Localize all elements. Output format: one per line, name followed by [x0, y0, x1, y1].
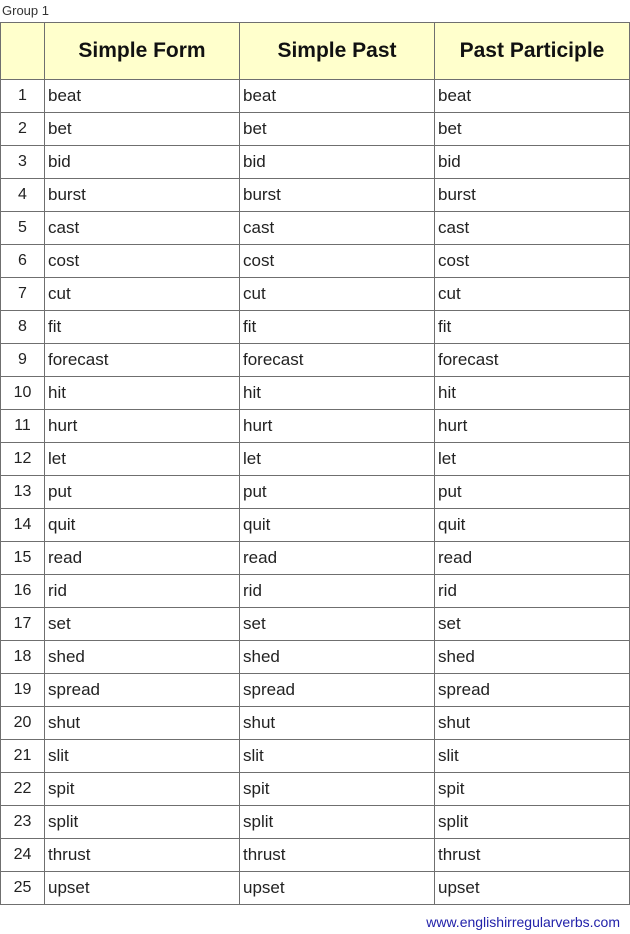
simple-form-cell: set	[45, 608, 240, 641]
row-number: 20	[1, 707, 45, 740]
simple-form-cell: bet	[45, 113, 240, 146]
simple-past-cell: fit	[240, 311, 435, 344]
simple-past-cell: upset	[240, 872, 435, 905]
row-number: 12	[1, 443, 45, 476]
simple-form-cell: burst	[45, 179, 240, 212]
past-participle-cell: read	[435, 542, 630, 575]
simple-form-cell: upset	[45, 872, 240, 905]
table-row	[1, 146, 630, 179]
simple-past-cell: split	[240, 806, 435, 839]
row-number: 8	[1, 311, 45, 344]
simple-past-cell: shut	[240, 707, 435, 740]
irregular-verbs-table	[0, 22, 630, 905]
past-participle-cell: thrust	[435, 839, 630, 872]
simple-past-cell: spit	[240, 773, 435, 806]
simple-form-cell: slit	[45, 740, 240, 773]
simple-past-cell: rid	[240, 575, 435, 608]
simple-past-cell: shed	[240, 641, 435, 674]
past-participle-cell: fit	[435, 311, 630, 344]
simple-past-cell: thrust	[240, 839, 435, 872]
table-row	[1, 80, 630, 113]
header-row	[1, 23, 630, 80]
past-participle-cell: bid	[435, 146, 630, 179]
simple-form-cell: hurt	[45, 410, 240, 443]
row-number: 23	[1, 806, 45, 839]
simple-past-cell: burst	[240, 179, 435, 212]
past-participle-cell: spread	[435, 674, 630, 707]
simple-past-cell: read	[240, 542, 435, 575]
simple-form-cell: let	[45, 443, 240, 476]
simple-past-cell: cut	[240, 278, 435, 311]
past-participle-cell: cost	[435, 245, 630, 278]
simple-past-cell: forecast	[240, 344, 435, 377]
row-number: 5	[1, 212, 45, 245]
table-row	[1, 344, 630, 377]
past-participle-cell: shut	[435, 707, 630, 740]
simple-past-cell: slit	[240, 740, 435, 773]
simple-form-cell: thrust	[45, 839, 240, 872]
simple-past-cell: hurt	[240, 410, 435, 443]
simple-form-cell: spread	[45, 674, 240, 707]
row-number: 24	[1, 839, 45, 872]
row-number: 2	[1, 113, 45, 146]
table-row	[1, 278, 630, 311]
header-simple-form: Simple Form	[45, 23, 240, 80]
table-row	[1, 740, 630, 773]
row-number: 10	[1, 377, 45, 410]
simple-form-cell: put	[45, 476, 240, 509]
table-row	[1, 410, 630, 443]
simple-form-cell: split	[45, 806, 240, 839]
group-label: Group 1	[2, 3, 49, 18]
header-number	[1, 23, 45, 80]
past-participle-cell: split	[435, 806, 630, 839]
row-number: 19	[1, 674, 45, 707]
row-number: 9	[1, 344, 45, 377]
past-participle-cell: cut	[435, 278, 630, 311]
table-row	[1, 509, 630, 542]
past-participle-cell: upset	[435, 872, 630, 905]
row-number: 15	[1, 542, 45, 575]
past-participle-cell: beat	[435, 80, 630, 113]
past-participle-cell: set	[435, 608, 630, 641]
table-row	[1, 608, 630, 641]
simple-form-cell: cost	[45, 245, 240, 278]
simple-form-cell: cast	[45, 212, 240, 245]
table-row	[1, 641, 630, 674]
row-number: 16	[1, 575, 45, 608]
table-row	[1, 872, 630, 905]
table-row	[1, 311, 630, 344]
past-participle-cell: hit	[435, 377, 630, 410]
table-row	[1, 542, 630, 575]
row-number: 25	[1, 872, 45, 905]
row-number: 3	[1, 146, 45, 179]
simple-past-cell: bid	[240, 146, 435, 179]
simple-form-cell: shut	[45, 707, 240, 740]
past-participle-cell: burst	[435, 179, 630, 212]
table-row	[1, 773, 630, 806]
row-number: 13	[1, 476, 45, 509]
row-number: 11	[1, 410, 45, 443]
simple-form-cell: hit	[45, 377, 240, 410]
simple-form-cell: read	[45, 542, 240, 575]
simple-past-cell: quit	[240, 509, 435, 542]
simple-form-cell: forecast	[45, 344, 240, 377]
simple-form-cell: beat	[45, 80, 240, 113]
table-row	[1, 575, 630, 608]
table-row	[1, 707, 630, 740]
table-row	[1, 113, 630, 146]
simple-past-cell: put	[240, 476, 435, 509]
past-participle-cell: put	[435, 476, 630, 509]
simple-past-cell: spread	[240, 674, 435, 707]
header-simple-past: Simple Past	[240, 23, 435, 80]
table-row	[1, 476, 630, 509]
table-row	[1, 179, 630, 212]
simple-form-cell: spit	[45, 773, 240, 806]
simple-past-cell: cost	[240, 245, 435, 278]
past-participle-cell: slit	[435, 740, 630, 773]
simple-past-cell: bet	[240, 113, 435, 146]
simple-past-cell: let	[240, 443, 435, 476]
table-row	[1, 245, 630, 278]
simple-past-cell: set	[240, 608, 435, 641]
simple-form-cell: rid	[45, 575, 240, 608]
past-participle-cell: spit	[435, 773, 630, 806]
row-number: 17	[1, 608, 45, 641]
simple-form-cell: cut	[45, 278, 240, 311]
simple-form-cell: bid	[45, 146, 240, 179]
row-number: 7	[1, 278, 45, 311]
row-number: 6	[1, 245, 45, 278]
header-past-participle: Past Participle	[435, 23, 630, 80]
past-participle-cell: forecast	[435, 344, 630, 377]
table-row	[1, 806, 630, 839]
past-participle-cell: rid	[435, 575, 630, 608]
table-row	[1, 443, 630, 476]
simple-past-cell: beat	[240, 80, 435, 113]
simple-past-cell: hit	[240, 377, 435, 410]
row-number: 1	[1, 80, 45, 113]
past-participle-cell: let	[435, 443, 630, 476]
table-row	[1, 377, 630, 410]
simple-form-cell: quit	[45, 509, 240, 542]
row-number: 4	[1, 179, 45, 212]
table-row	[1, 674, 630, 707]
row-number: 22	[1, 773, 45, 806]
row-number: 18	[1, 641, 45, 674]
past-participle-cell: cast	[435, 212, 630, 245]
row-number: 14	[1, 509, 45, 542]
row-number: 21	[1, 740, 45, 773]
past-participle-cell: bet	[435, 113, 630, 146]
past-participle-cell: quit	[435, 509, 630, 542]
table-body	[1, 80, 630, 905]
table-row	[1, 839, 630, 872]
website-link[interactable]: www.englishirregularverbs.com	[426, 914, 620, 930]
simple-form-cell: shed	[45, 641, 240, 674]
past-participle-cell: hurt	[435, 410, 630, 443]
past-participle-cell: shed	[435, 641, 630, 674]
simple-past-cell: cast	[240, 212, 435, 245]
simple-form-cell: fit	[45, 311, 240, 344]
table-row	[1, 212, 630, 245]
